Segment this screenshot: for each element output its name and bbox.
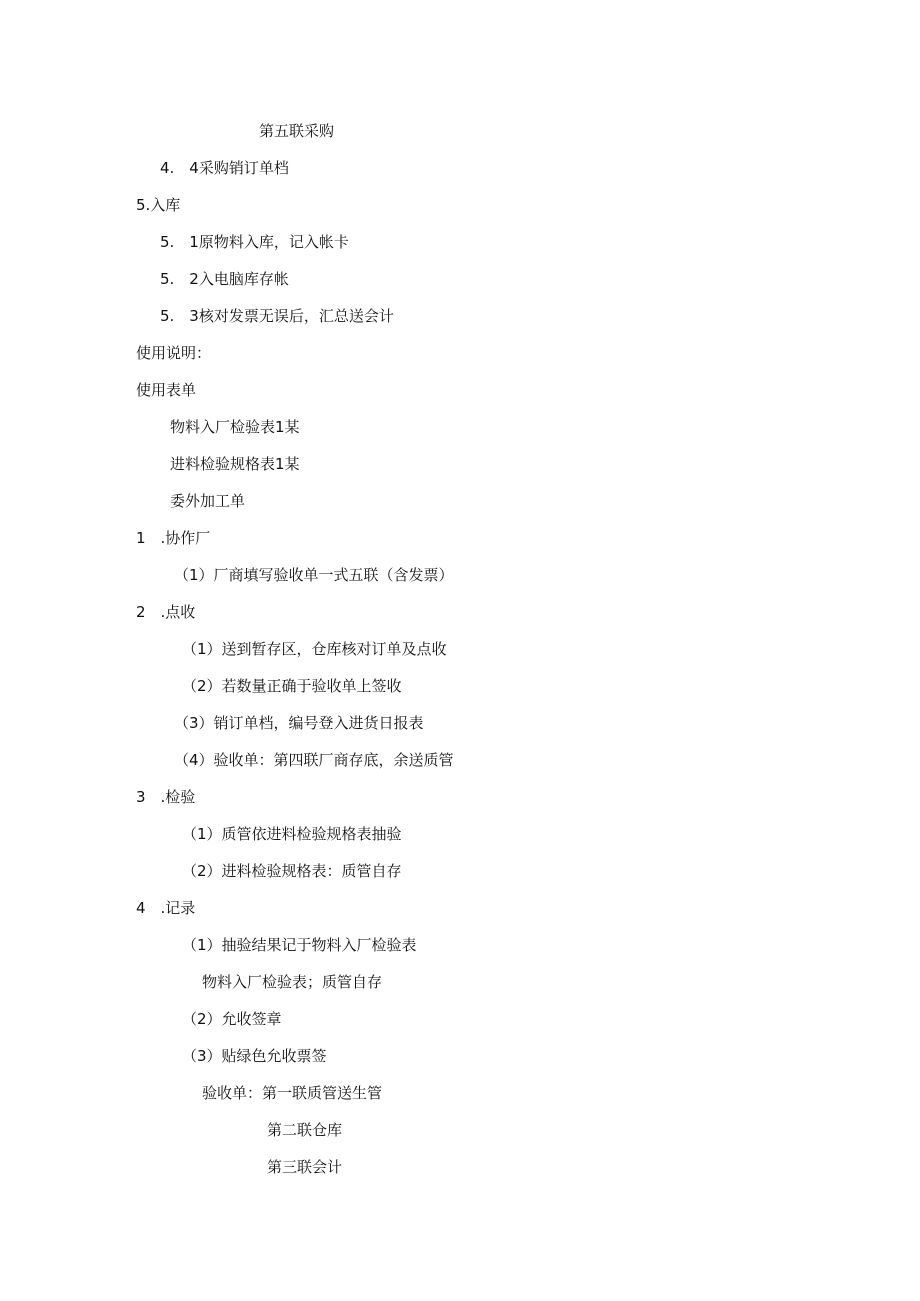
text-line: （2）允收签章 [182, 1010, 282, 1028]
text-line: 验收单：第一联质管送生管 [202, 1084, 383, 1102]
form-item: 物料入厂检验表1某 [170, 418, 300, 436]
text-line: （3）销订单档，编号登入进货日报表 [174, 714, 424, 732]
text-line: （1）抽验结果记于物料入厂检验表 [182, 936, 417, 954]
text-line: 5. 1原物料入库，记入帐卡 [160, 233, 349, 251]
text-line: （2）若数量正确于验收单上签收 [182, 677, 402, 695]
section-heading: 使用说明： [136, 344, 212, 362]
text-line: 第三联会计 [267, 1158, 343, 1176]
text-line: 第五联采购 [259, 122, 335, 140]
section-heading: 2 .点收 [136, 603, 196, 621]
section-heading: 5.入库 [136, 196, 181, 214]
section-heading: 3 .检验 [136, 788, 196, 806]
section-heading: 使用表单 [136, 381, 197, 399]
text-line: 4. 4采购销订单档 [160, 159, 289, 177]
form-item: 委外加工单 [170, 492, 246, 510]
text-line: （1）送到暂存区，仓库核对订单及点收 [182, 640, 447, 658]
text-line: 5. 2入电脑库存帐 [160, 270, 289, 288]
text-line: （1）厂商填写验收单一式五联（含发票） [174, 566, 454, 584]
text-line: （3）贴绿色允收票签 [182, 1047, 327, 1065]
section-heading: 4 .记录 [136, 899, 196, 917]
text-line: （1）质管依进料检验规格表抽验 [182, 825, 402, 843]
text-line: 物料入厂检验表；质管自存 [202, 973, 383, 991]
text-line: 第二联仓库 [267, 1121, 343, 1139]
text-line: （2）进料检验规格表：质管自存 [182, 862, 402, 880]
form-item: 进料检验规格表1某 [170, 455, 300, 473]
text-line: （4）验收单：第四联厂商存底，余送质管 [174, 751, 454, 769]
text-line: 5. 3核对发票无误后，汇总送会计 [160, 307, 394, 325]
section-heading: 1 .协作厂 [136, 529, 211, 547]
